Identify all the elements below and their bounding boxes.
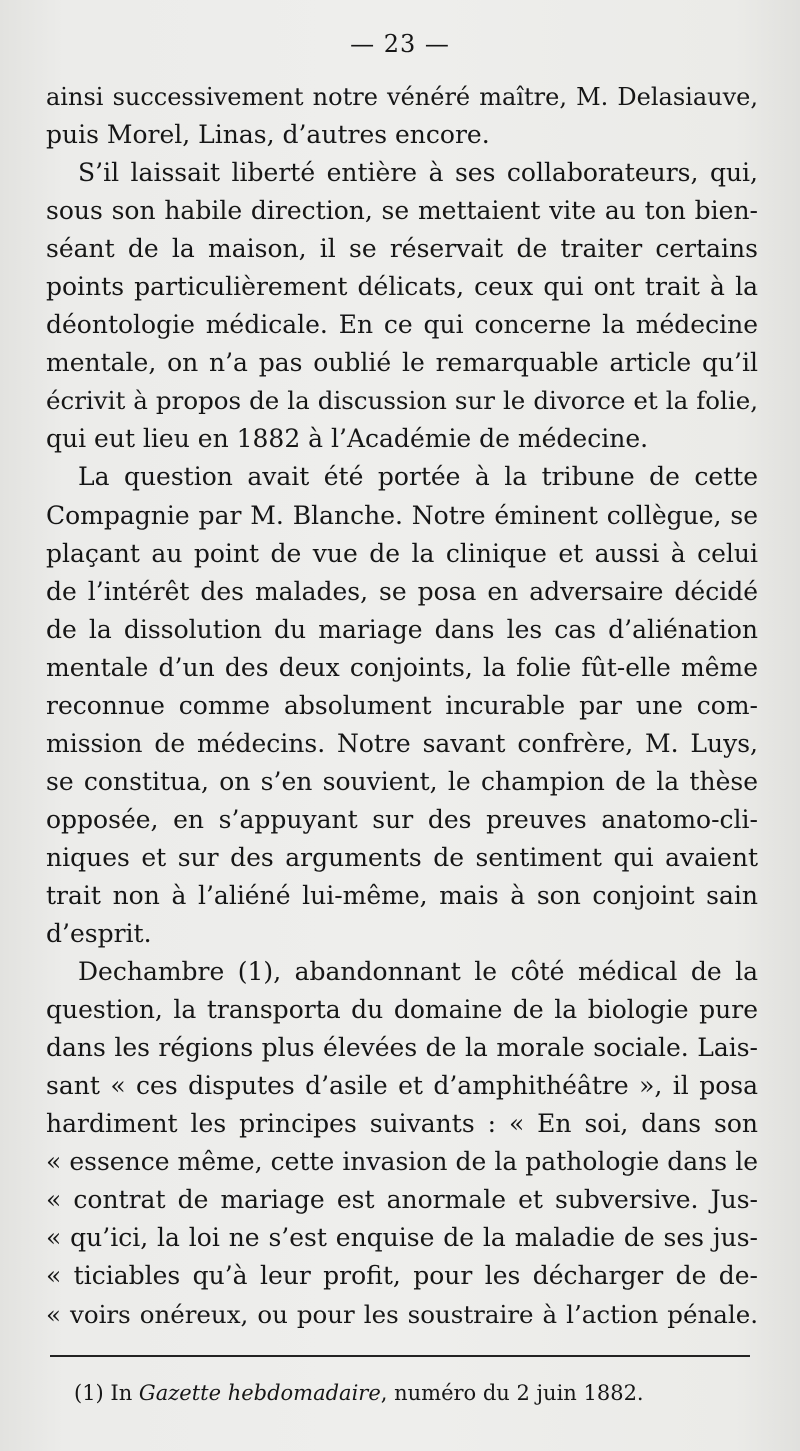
text-line: mentale, on n’a pas oublié le remarquable article qu’il [46, 348, 758, 378]
page-number: — 23 — [350, 30, 450, 58]
text-line: La question avait été portée à la tribune de cette [78, 462, 758, 492]
text-line: mentale d’un des deux conjoints, la folie fût-elle même [46, 652, 758, 682]
text-line: écrivit à propos de la discussion sur le divorce et la folie, [46, 386, 758, 416]
text-line: ainsi successivement notre vénéré maître, M. Delasiauve, [46, 83, 758, 111]
text-line: opposée, en s’appuyant sur des preuves anatomo-cli- [46, 804, 758, 834]
text-line: « contrat de mariage est anormale et subversive. Jus- [46, 1185, 758, 1215]
text-line: d’esprit. [46, 919, 152, 949]
text-line: Compagnie par M. Blanche. Notre éminent collègue, se [46, 500, 758, 530]
footnote-marker: (1) In [74, 1381, 139, 1405]
text-line: question, la transporta du domaine de la biologie pure [46, 995, 758, 1025]
text-line: hardiment les principes suivants : « En soi, dans son [46, 1109, 758, 1139]
text-line: dans les régions plus élevées de la morale sociale. Lais- [46, 1033, 758, 1063]
text-line: « essence même, cette invasion de la pathologie dans le [46, 1147, 758, 1177]
footnote-journal-title: Gazette hebdomadaire [138, 1381, 381, 1405]
body-text [46, 78, 758, 1334]
text-line: reconnue comme absolument incurable par une com- [46, 690, 758, 720]
text-line: « voirs onéreux, ou pour les soustraire à l’action pénale. [46, 1299, 758, 1329]
footnote-details: , numéro du 2 juin 1882. [380, 1381, 644, 1405]
text-line: se constitua, on s’en souvient, le champion de la thèse [46, 766, 758, 796]
text-line: plaçant au point de vue de la clinique et aussi à celui [46, 538, 758, 568]
text-line: de l’intérêt des malades, se posa en adversaire décidé [46, 576, 758, 606]
text-line: S’il laissait liberté entière à ses collaborateurs, qui, [78, 158, 758, 188]
footnote [74, 1378, 754, 1408]
text-line: puis Morel, Linas, d’autres encore. [46, 120, 490, 150]
text-line: sous son habile direction, se mettaient vite au ton bien- [46, 196, 758, 226]
footnote-divider [50, 1355, 750, 1357]
text-line: déontologie médicale. En ce qui concerne la médecine [46, 310, 758, 340]
text-line: trait non à l’aliéné lui-même, mais à son conjoint sain [46, 880, 758, 910]
text-line: sant « ces disputes d’asile et d’amphithéâtre », il posa [46, 1071, 758, 1101]
text-line: Dechambre (1), abandonnant le côté médical de la [78, 957, 758, 987]
text-line: niques et sur des arguments de sentiment qui avaient [46, 842, 758, 872]
text-line: mission de médecins. Notre savant confrère, M. Luys, [46, 728, 758, 758]
text-line: « ticiables qu’à leur profit, pour les décharger de de- [46, 1261, 758, 1291]
text-line: de la dissolution du mariage dans les cas d’aliénation [46, 614, 758, 644]
text-line: « qu’ici, la loi ne s’est enquise de la maladie de ses jus- [46, 1223, 758, 1253]
text-line: points particulièrement délicats, ceux qui ont trait à la [46, 272, 758, 302]
text-line: séant de la maison, il se réservait de traiter certains [46, 234, 758, 264]
text-line: qui eut lieu en 1882 à l’Académie de médecine. [46, 424, 649, 454]
